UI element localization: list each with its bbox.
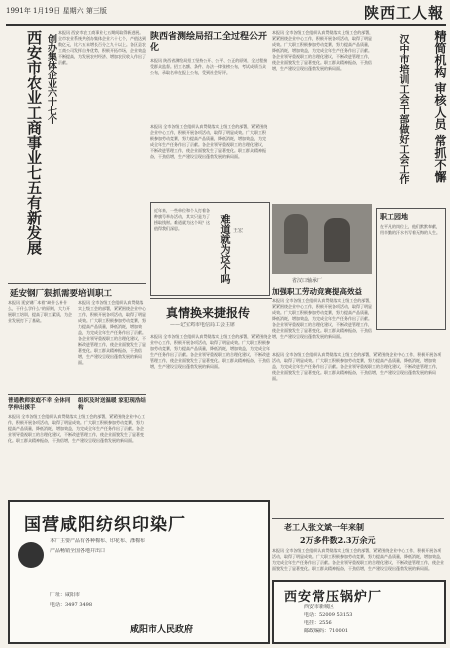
lead-subheadline: 创办集体企业六十七个 <box>46 34 56 124</box>
story7-headline: 普通教师家庭不幸 全体同学伸出援手 <box>8 398 71 411</box>
feature-headline: 难道就为这个吗 <box>218 214 229 284</box>
story7-body: 本报讯 全市各级工会组织认真贯彻落实上级工会的部署，紧紧围绕企业中心工作，积极开展各项活动，取得了明显成效。广大职工积极参加劳动竞赛，努力提高产品质量，降低消耗，增加效益，为完成全年生产任务作出了贡献。各企业领导重视职工的合理化建议，不断改进管理工作，使企业面貌发生了显著变化。职工群众精神振奋，干劲倍增，生产建设呈现出蓬勃发展的新局面。 <box>8 414 146 443</box>
story2-body: 本报讯 陕西省测绘局招工坚持公开、公平、公正的原则，全过程接受群众监督。招工名额、条件、办法一律张榜公布，考试成绩当众公布，录取名单在报上公布，受到社会好评。 <box>150 58 268 75</box>
ad-left-line-3: 厂址：咸阳市 <box>50 592 81 598</box>
story8-headline-2: 2万多件数2.3万余元 <box>300 535 376 545</box>
column-right-body: 在平凡的岗位上，他们默默奉献，用辛勤的汗水书写着无悔的人生。 <box>380 224 440 235</box>
ad-boiler-factory <box>272 580 446 644</box>
feature-byline: 王宏 <box>233 228 244 234</box>
story5-body: 本报讯 全市各级工会组织认真贯彻落实上级工会的部署，紧紧围绕企业中心工作，积极开展各项活动，取得了明显成效。广大职工积极参加劳动竞赛，努力提高产品质量，降低消耗，增加效益，为完成全年生产任务作出了贡献。各企业领导重视职工的合理化建议，不断改进管理工作，使企业面貌发生了显著变化。职工群众精神振奋，干劲倍增，生产建设呈现出蓬勃发展的新局面。 <box>272 298 374 339</box>
ad-left-line-1: 本厂主要产品有各种棉布、印花布、涤棉布 <box>50 538 146 544</box>
story6-body: 本报讯 全市各级工会组织认真贯彻落实上级工会的部署，紧紧围绕企业中心工作，积极开展各项活动，取得了明显成效。广大职工积极参加劳动竞赛，努力提高产品质量，降低消耗，增加效益，为完成全年生产任务作出了贡献。各企业领导重视职工的合理化建议，不断改进管理工作，使企业面貌发生了显著变化。职工群众精神振奋，干劲倍增，生产建设呈现出蓬勃发展的新局面。 <box>150 334 272 369</box>
divider-3 <box>8 394 146 395</box>
ad-left-title: 国营咸阳纺织印染厂 <box>24 515 186 535</box>
story5-headline: 加强职工劳动竞赛提高效益 <box>272 287 362 296</box>
story4-body-cont: 本报讯 全市各级工会组织认真贯彻落实上级工会的部署，紧紧围绕企业中心工作，积极开展各项活动，取得了明显成效。广大职工积极参加劳动竞赛，努力提高产品质量，降低消耗，增加效益，为完成全年生产任务作出了贡献。各企业领导重视职工的合理化建议，不断改进管理工作，使企业面貌发生了显著变化。职工群众精神振奋，干劲倍增，生产建设呈现出蓬勃发展的新局面。 <box>78 300 146 365</box>
ad-textile-factory <box>8 500 270 644</box>
story2-headline: 陕西省测绘局招工全过程公开化 <box>150 32 268 53</box>
story3-headline: 精简机构 审核人员 常抓不懈 <box>433 30 447 183</box>
news-photo <box>272 204 372 274</box>
story4-headline: 延安钢厂狠抓需要培训职工 <box>10 289 113 299</box>
issue-date: 1991年 1月19日 星期六 第三版 <box>6 7 107 15</box>
column-right-headline: 职工园地 <box>380 212 408 221</box>
story6-headline: 真情换来捷报传 <box>166 306 251 320</box>
divider-1 <box>8 283 146 284</box>
ad-right-line-1: 西安市新城区 <box>304 604 335 610</box>
ad-left-emblem-icon <box>18 542 44 568</box>
ad-left-line-4: 电话：3497 3498 <box>50 602 93 608</box>
ad-right-line-4: 邮政编码：710001 <box>304 628 349 634</box>
story7-headline-2: 组织及时送温暖 家犯现浩结构 <box>78 398 146 411</box>
masthead: 陕西工人報 <box>363 4 444 22</box>
lead-headline: 西安市农业工商事业七五有新发展 <box>25 30 43 255</box>
story3-headline-2: 汉中市培训工会干部做好工会工作 <box>397 34 408 184</box>
page-header <box>6 2 446 26</box>
story8-headline: 老工人张文斌一年来制 <box>284 522 364 532</box>
divider-4 <box>272 518 444 519</box>
story2-body-cont: 本报讯 全市各级工会组织认真贯彻落实上级工会的部署，紧紧围绕企业中心工作，积极开展各项活动，取得了明显成效。广大职工积极参加劳动竞赛，努力提高产品质量，降低消耗，增加效益，为完成全年生产任务作出了贡献。各企业领导重视职工的合理化建议，不断改进管理工作，使企业面貌发生了显著变化。职工群众精神振奋，干劲倍增，生产建设呈现出蓬勃发展的新局面。 <box>150 124 268 159</box>
story4-body: 本报讯 延安钢厂本着“缺什么补什么，干什么学什么”的原则，大力开展职工培训，提高了职工素质，为企业发展打下了基础。 <box>8 300 72 323</box>
story6-subheadline: ——记宝鸡市电信局工会主席 <box>170 322 236 328</box>
divider-2 <box>150 298 272 299</box>
feature-body: 近年来，一些单位和个人打着各种旗号举办活动，其实只是为了捞取钱财。难道就为这个吗？这值得我们深思。 <box>154 208 210 231</box>
ad-right-title: 西安常压锅炉厂 <box>284 590 383 605</box>
ad-left-footer: 咸阳市人民政府 <box>130 625 194 635</box>
photo-caption: 省汉口轴承厂 <box>292 278 323 284</box>
story6-body-cont: 本报讯 全市各级工会组织认真贯彻落实上级工会的部署，紧紧围绕企业中心工作，积极开展各项活动，取得了明显成效。广大职工积极参加劳动竞赛，努力提高产品质量，降低消耗，增加效益，为完成全年生产任务作出了贡献。各企业领导重视职工的合理化建议，不断改进管理工作，使企业面貌发生了显著变化。职工群众精神振奋，干劲倍增，生产建设呈现出蓬勃发展的新局面。 <box>272 352 442 381</box>
story3-body: 本报讯 全市各级工会组织认真贯彻落实上级工会的部署，紧紧围绕企业中心工作，积极开展各项活动，取得了明显成效。广大职工积极参加劳动竞赛，努力提高产品质量，降低消耗，增加效益，为完成全年生产任务作出了贡献。各企业领导重视职工的合理化建议，不断改进管理工作，使企业面貌发生了显著变化。职工群众精神振奋，干劲倍增，生产建设呈现出蓬勃发展的新局面。 <box>272 30 374 71</box>
lead-body: 本报讯 西安市农工商事业七五期间取得新进展。全市农业系统共创办集体企业六十七个，产值达到数亿元，比六五末增长百分之九十以上。各区县农工商公司发挥自身优势，积极开拓市场，企业效益不断提高，为发展农村经济、增加农民收入作出了贡献。 <box>58 30 146 65</box>
ad-left-line-2: 产品畅销全国各地并出口 <box>50 548 106 554</box>
ad-right-line-3: 电挂：2556 <box>304 620 332 626</box>
ad-right-line-2: 电话：52009 53153 <box>304 612 353 618</box>
story8-body: 本报讯 全市各级工会组织认真贯彻落实上级工会的部署，紧紧围绕企业中心工作，积极开展各项活动，取得了明显成效。广大职工积极参加劳动竞赛，努力提高产品质量，降低消耗，增加效益，为完成全年生产任务作出了贡献。各企业领导重视职工的合理化建议，不断改进管理工作，使企业面貌发生了显著变化。职工群众精神振奋，干劲倍增，生产建设呈现出蓬勃发展的新局面。 <box>272 548 444 571</box>
